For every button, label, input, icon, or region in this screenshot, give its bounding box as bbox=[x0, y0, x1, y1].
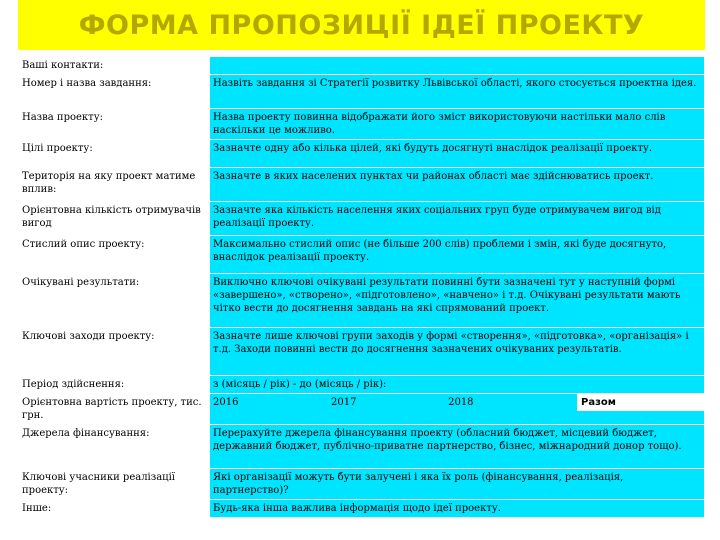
label-contacts: Ваші контакти: bbox=[19, 57, 210, 75]
row-task bbox=[19, 75, 705, 109]
value-task[interactable]: Назвіть завдання зі Стратегії розвитку Львівської області, якого стосується проектна ідея. bbox=[210, 75, 705, 109]
value-participants[interactable]: Які організації можуть бути залучені і яка їх роль (фінансування, реалізація, партнерство)? bbox=[210, 469, 705, 500]
value-results[interactable]: Виключно ключові очікувані результати повинні бути зазначені тут у наступній формі «завершено», «створено», «підготовлено», «навчено» і т.д. Очікувані результати мають чітко вести до досягнення завдань на які спрямований проект. bbox=[210, 274, 705, 328]
cost-2018[interactable]: 2018 bbox=[448, 397, 474, 408]
value-territory[interactable]: Зазначте в яких населених пунктах чи районах області має здійснюватись проект. bbox=[210, 168, 705, 202]
row-summary bbox=[19, 236, 705, 274]
row-funding bbox=[19, 425, 705, 469]
value-goals[interactable]: Зазначте одну або кілька цілей, які будуть досягнуті внаслідок реалізації проекту. bbox=[210, 140, 705, 168]
cost-2016[interactable]: 2016 bbox=[213, 397, 239, 408]
cost-years bbox=[210, 394, 704, 411]
row-period bbox=[19, 376, 705, 394]
row-territory bbox=[19, 168, 705, 202]
project-form-table bbox=[18, 56, 705, 518]
row-cost bbox=[19, 394, 705, 425]
cost-2017[interactable]: 2017 bbox=[331, 397, 357, 408]
page-title: ФОРМА ПРОПОЗИЦІЇ ІДЕЇ ПРОЕКТУ bbox=[78, 9, 645, 41]
row-contacts bbox=[19, 57, 705, 75]
label-participants: Ключові учасники реалізації проекту: bbox=[19, 469, 210, 500]
value-summary[interactable]: Максимально стислий опис (не більше 200 слів) проблеми і змін, які буде досягнуто, внаслідок реалізації проекту. bbox=[210, 236, 705, 274]
row-other bbox=[19, 500, 705, 518]
cost-total[interactable]: Разом bbox=[577, 394, 704, 411]
label-name: Назва проекту: bbox=[19, 109, 210, 140]
row-results bbox=[19, 274, 705, 328]
label-cost: Орієнтовна вартість проекту, тис. грн. bbox=[19, 394, 210, 425]
value-name[interactable]: Назва проекту повинна відображати його зміст використовуючи настільки мало слів наскільки це можливо. bbox=[210, 109, 705, 140]
row-beneficiaries bbox=[19, 202, 705, 236]
label-results: Очікувані результати: bbox=[19, 274, 210, 328]
row-goals bbox=[19, 140, 705, 168]
value-measures[interactable]: Зазначте лише ключові групи заходів у формі «створення», «підготовка», «організація» і т.д. Заходи повинні вести до досягнення зазначених очікуваних результатів. bbox=[210, 328, 705, 376]
label-territory: Територія на яку проект матиме вплив: bbox=[19, 168, 210, 202]
value-funding[interactable]: Перерахуйте джерела фінансування проекту (обласний бюджет, місцевий бюджет, державний бюджет, публічно-приватне партнерство, бізнес, міжнародний донор тощо). bbox=[210, 425, 705, 469]
label-period: Період здійснення: bbox=[19, 376, 210, 394]
row-measures bbox=[19, 328, 705, 376]
label-funding: Джерела фінансування: bbox=[19, 425, 210, 469]
value-other[interactable]: Будь-яка інша важлива інформація щодо ідеї проекту. bbox=[210, 500, 705, 518]
label-beneficiaries: Орієнтовна кількість отримувачів вигод bbox=[19, 202, 210, 236]
value-contacts[interactable] bbox=[210, 57, 705, 75]
label-other: Інше: bbox=[19, 500, 210, 518]
title-band bbox=[18, 0, 705, 50]
label-task: Номер і назва завдання: bbox=[19, 75, 210, 109]
label-measures: Ключові заходи проекту: bbox=[19, 328, 210, 376]
row-participants bbox=[19, 469, 705, 500]
label-summary: Стислий опис проекту: bbox=[19, 236, 210, 274]
value-beneficiaries[interactable]: Зазначте яка кількість населення яких соціальних груп буде отримувачем вигод від реалізації проекту. bbox=[210, 202, 705, 236]
value-cost bbox=[210, 394, 705, 425]
row-name bbox=[19, 109, 705, 140]
label-goals: Цілі проекту: bbox=[19, 140, 210, 168]
value-period[interactable]: з (місяць / рік) - до (місяць / рік): bbox=[210, 376, 705, 394]
